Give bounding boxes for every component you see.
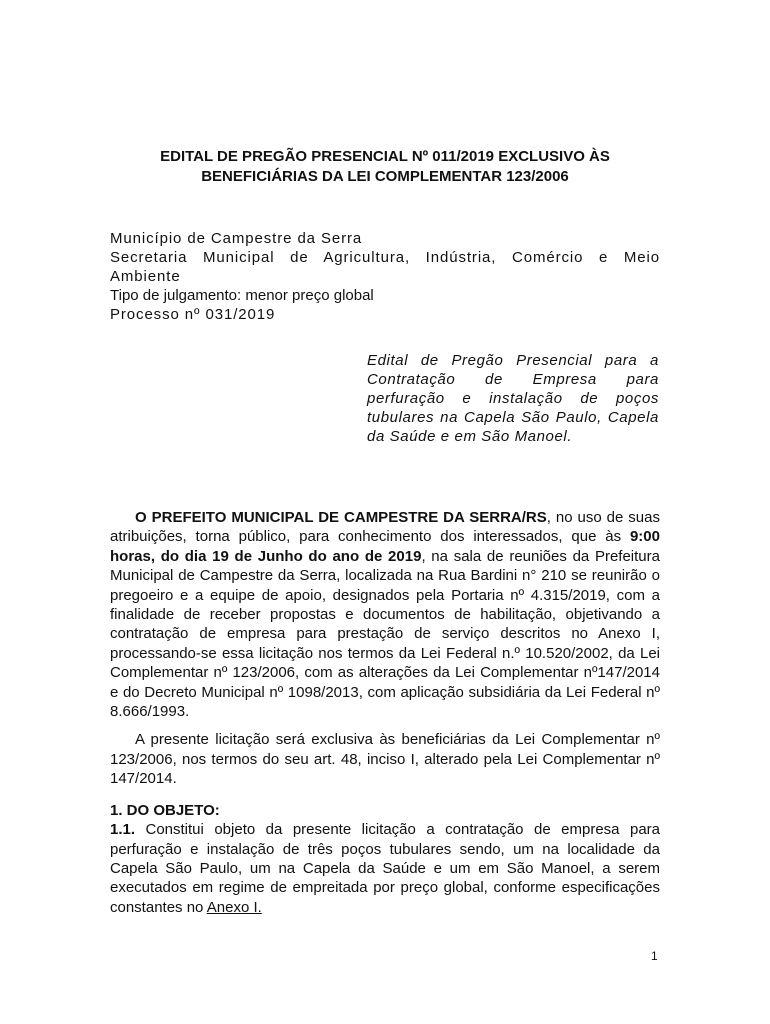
paragraph-1 (110, 508, 660, 721)
session-time: 9:00 horas, do dia 19 de Junho do ano de 2019 (110, 528, 660, 565)
page-title (110, 147, 660, 186)
header-block (110, 229, 660, 324)
paragraph-1-text-a: , no uso de suas atribuições, torna público, para conhecimento dos interessados, que às (110, 509, 660, 546)
municipality-line: Município de Campestre da Serra (110, 230, 363, 247)
mayor-heading: O PREFEITO MUNICIPAL DE CAMPESTRE DA SERRA/RS (135, 509, 547, 526)
section-1-item-1 (110, 820, 660, 917)
item-text: Constitui objeto da presente licitação a contratação de empresa para perfuração e instalação de três poços tubulares sendo, um na localidade da Capela São Paulo, um na Capela da Saúde e um em São Manoel, a serem executados em regime de empreitada por preço global, conforme especificações constantes no (110, 821, 660, 916)
secretariat-line-cont: Ambiente (110, 268, 181, 285)
page-number: 1 (651, 949, 658, 963)
title-line-1: EDITAL DE PREGÃO PRESENCIAL Nº 011/2019 EXCLUSIVO ÀS (160, 148, 610, 165)
judgment-type-line: Tipo de julgamento: menor preço global (110, 287, 374, 304)
title-line-2: BENEFICIÁRIAS DA LEI COMPLEMENTAR 123/2006 (201, 167, 569, 185)
section-1-heading: 1. DO OBJETO: (110, 801, 220, 819)
paragraph-2: A presente licitação será exclusiva às beneficiárias da Lei Complementar nº 123/2006, nos termos do seu art. 48, inciso I, alterado pela Lei Complementar nº 147/2014. (110, 731, 660, 788)
body-text (110, 508, 660, 917)
process-line: Processo nº 031/2019 (110, 306, 276, 323)
item-number: 1.1. (110, 821, 136, 839)
paragraph-1-text-b: , na sala de reuniões da Prefeitura Municipal de Campestre da Serra, localizada na Rua Bardini n° 210 se reunirão o pregoeiro e a equipe de apoio, designados pela Portaria nº 4.315/2019, com a finalidade de receber propostas e documentos de habilitação, objetivando a contratação de empresa para prestação de serviço descritos no Anexo I, processando-se essa licitação nos termos da Lei Federal n.º 10.520/2002, da Lei Complementar nº 123/2006, com as alterações da Lei Complementar nº147/2014 e do Decreto Municipal nº 1098/2013, com aplicação subsidiária da Lei Federal nº 8.666/1993. (110, 547, 660, 721)
edital-summary: Edital de Pregão Presencial para a Contratação de Empresa para perfuração e instalação de poços tubulares na Capela São Paulo, Capela da Saúde e em São Manoel. (367, 352, 659, 445)
annex-link[interactable]: Anexo I. (206, 898, 262, 916)
secretariat-line: Secretaria Municipal de Agricultura, Indústria, Comércio e Meio (110, 249, 660, 266)
